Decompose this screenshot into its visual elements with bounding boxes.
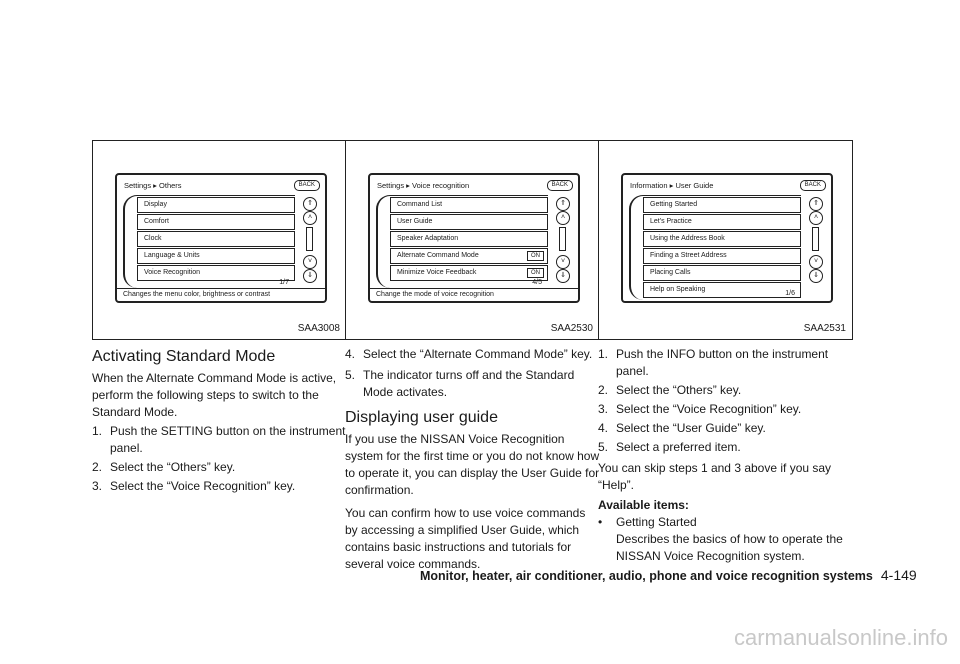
note: You can skip steps 1 and 3 above if you say “Help”. <box>598 461 832 492</box>
step-number: 5. <box>345 368 356 382</box>
scrollbar <box>306 227 313 251</box>
menu-item-label: User Guide <box>397 218 433 225</box>
screen <box>368 173 580 303</box>
menu-item <box>390 231 548 247</box>
step-number: 3. <box>598 402 609 416</box>
screen-title: Settings ▸ Others <box>124 181 182 190</box>
chevron-down-icon: ˅ <box>809 255 823 269</box>
menu-list <box>390 197 548 282</box>
chevron-up-icon: ˄ <box>809 211 823 225</box>
bullet-description: Describes the basics of how to operate the NISSAN Voice Recognition system. <box>616 532 843 563</box>
bullet-item <box>598 514 853 531</box>
menu-item-label: Alternate Command Mode <box>397 252 479 259</box>
step-text: Select the “Others” key. <box>110 460 236 474</box>
step-number: 2. <box>92 460 103 474</box>
menu-item-label: Language & Units <box>144 252 200 259</box>
step <box>92 478 347 495</box>
page-up-icon: ⇑ <box>556 197 570 211</box>
page-up-icon: ⇑ <box>303 197 317 211</box>
step-number: 4. <box>345 347 356 361</box>
back-button: BACK <box>800 180 826 191</box>
menu-item <box>643 197 801 213</box>
available-items-heading: Available items: <box>598 498 689 512</box>
page-down-icon: ⇓ <box>303 269 317 283</box>
menu-list <box>137 197 295 282</box>
step-text: Select the “Voice Recognition” key. <box>616 402 802 416</box>
page-indicator: 4/5 <box>532 279 542 286</box>
bullet-label: Getting Started <box>616 515 697 529</box>
step <box>92 459 347 476</box>
menu-item-label: Comfort <box>144 218 169 225</box>
menu-item <box>390 248 548 264</box>
menu-item-label: Display <box>144 201 167 208</box>
scroll-controls <box>554 197 572 283</box>
step <box>598 401 853 418</box>
step <box>598 346 853 380</box>
step-text: Push the INFO button on the instrument panel. <box>616 347 829 378</box>
menu-item <box>137 197 295 213</box>
chevron-down-icon: ˅ <box>303 255 317 269</box>
step <box>598 420 853 437</box>
screen-title: Settings ▸ Voice recognition <box>377 181 470 190</box>
menu-item-label: Getting Started <box>650 201 698 208</box>
step-text: Push the SETTING button on the instrument panel. <box>110 424 346 455</box>
step-text: Select the “Alternate Command Mode” key. <box>363 347 593 361</box>
menu-item <box>137 265 295 281</box>
menu-item-label: Voice Recognition <box>144 269 201 276</box>
page-up-icon: ⇑ <box>809 197 823 211</box>
menu-item-label: Let's Practice <box>650 218 692 225</box>
on-indicator: ON <box>527 268 544 278</box>
step-text: Select the “Others” key. <box>616 383 742 397</box>
menu-item <box>390 214 548 230</box>
menu-item <box>643 231 801 247</box>
figure-voice-recognition <box>345 140 600 340</box>
menu-item-label: Finding a Street Address <box>650 252 727 259</box>
column-1 <box>92 140 347 495</box>
figure-code: SAA2531 <box>803 323 846 334</box>
page-indicator: 1/6 <box>785 290 795 297</box>
back-button: BACK <box>547 180 573 191</box>
step-number: 3. <box>92 479 103 493</box>
menu-item <box>643 282 801 298</box>
screen <box>621 173 833 303</box>
step-number: 4. <box>598 421 609 435</box>
column-2 <box>345 140 603 573</box>
screen-title: Information ▸ User Guide <box>630 181 714 190</box>
step-text: Select the “User Guide” key. <box>616 421 766 435</box>
scroll-controls <box>301 197 319 283</box>
step <box>345 367 600 401</box>
footer-section: Monitor, heater, air conditioner, audio, phone and voice recognition systems <box>420 569 873 583</box>
intro-paragraph: When the Alternate Command Mode is active, perform the following steps to switch to the Standard Mode. <box>92 371 337 419</box>
menu-item <box>390 265 548 281</box>
back-button: BACK <box>294 180 320 191</box>
paragraph: If you use the NISSAN Voice Recognition system for the first time or you do not know how to operate it, you can display the User Guide for confirmation. <box>345 432 600 497</box>
menu-item-label: Clock <box>144 235 162 242</box>
hint-bar: Change the mode of voice recognition <box>370 288 578 301</box>
scrollbar <box>812 227 819 251</box>
step <box>598 382 853 399</box>
menu-item-label: Help on Speaking <box>650 286 706 293</box>
menu-item <box>643 214 801 230</box>
column-3 <box>598 140 853 565</box>
scrollbar <box>559 227 566 251</box>
section-heading: Displaying user guide <box>345 409 498 426</box>
screen <box>115 173 327 303</box>
step-number: 1. <box>598 347 609 361</box>
menu-item-label: Minimize Voice Feedback <box>397 269 477 276</box>
section-heading: Activating Standard Mode <box>92 348 276 365</box>
page-down-icon: ⇓ <box>809 269 823 283</box>
page-down-icon: ⇓ <box>556 269 570 283</box>
figure-code: SAA2530 <box>550 323 593 334</box>
paragraph: You can confirm how to use voice commands by accessing a simplified User Guide, which contains basic instructions and tutorials for several voice commands. <box>345 506 586 571</box>
hint-bar: Changes the menu color, brightness or contrast <box>117 288 325 301</box>
step-text: The indicator turns off and the Standard Mode activates. <box>363 368 575 399</box>
menu-item <box>137 248 295 264</box>
scroll-controls <box>807 197 825 283</box>
figure-user-guide <box>598 140 853 340</box>
step <box>598 439 853 456</box>
page-footer <box>420 567 917 583</box>
figure-settings-others <box>92 140 347 340</box>
step <box>345 346 600 363</box>
step-number: 1. <box>92 424 103 438</box>
chevron-up-icon: ˄ <box>303 211 317 225</box>
on-indicator: ON <box>527 251 544 261</box>
page-number: 4-149 <box>880 567 917 583</box>
chevron-up-icon: ˄ <box>556 211 570 225</box>
step <box>92 423 347 457</box>
menu-item <box>137 214 295 230</box>
menu-item-label: Placing Calls <box>650 269 691 276</box>
menu-item-label: Using the Address Book <box>650 235 725 242</box>
chevron-down-icon: ˅ <box>556 255 570 269</box>
step-number: 5. <box>598 440 609 454</box>
page-indicator: 1/7 <box>279 279 289 286</box>
step-text: Select a preferred item. <box>616 440 741 454</box>
step-text: Select the “Voice Recognition” key. <box>110 479 296 493</box>
menu-item <box>390 197 548 213</box>
menu-list <box>643 197 801 299</box>
watermark: carmanualsonline.info <box>733 625 948 650</box>
figure-code: SAA3008 <box>297 323 340 334</box>
menu-item-label: Speaker Adaptation <box>397 235 459 242</box>
menu-item <box>643 265 801 281</box>
menu-item <box>137 231 295 247</box>
menu-item-label: Command List <box>397 201 443 208</box>
menu-item <box>643 248 801 264</box>
step-number: 2. <box>598 383 609 397</box>
bullet-icon: • <box>598 515 603 529</box>
